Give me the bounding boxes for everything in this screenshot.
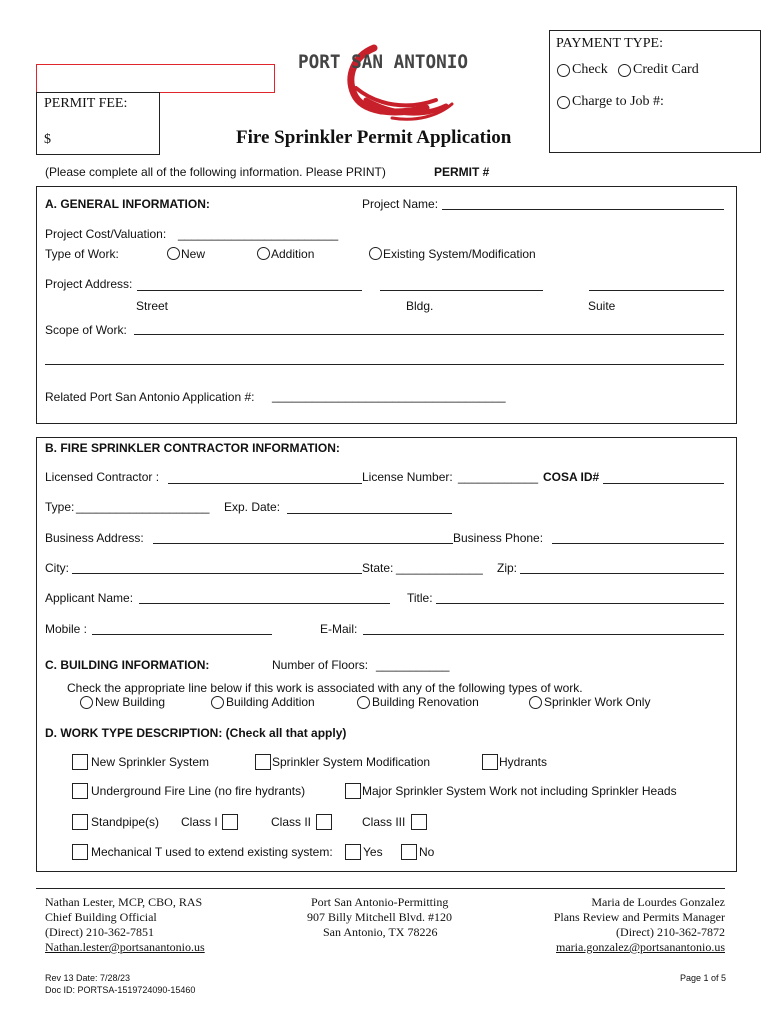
project-name-field[interactable] (442, 209, 724, 210)
building-addition-radio[interactable] (211, 696, 224, 709)
building-addition-label: Building Addition (226, 695, 315, 709)
exp-date-field[interactable] (287, 513, 452, 514)
payment-check-radio[interactable] (557, 64, 570, 77)
work-addition-radio[interactable] (257, 247, 270, 260)
cosa-id-label: COSA ID# (543, 470, 600, 484)
modification-label: Sprinkler System Modification (272, 755, 431, 769)
mobile-label: Mobile : (45, 622, 88, 636)
modification-checkbox[interactable] (255, 754, 271, 770)
payment-charge-label: Charge to Job #: (572, 94, 664, 109)
class-3-label: Class III (362, 815, 406, 829)
footer-center-org: Port San Antonio-Permitting (311, 895, 449, 909)
number-of-floors-field[interactable]: ___________ (376, 658, 450, 672)
footer-left-email[interactable]: Nathan.lester@portsanantonio.us (45, 940, 205, 954)
standpipe-checkbox[interactable] (72, 814, 88, 830)
hydrants-label: Hydrants (499, 755, 548, 769)
mechanical-t-checkbox[interactable] (72, 844, 88, 860)
footer-right-block (554, 895, 725, 955)
mechanical-yes-label: Yes (363, 845, 383, 859)
class-2-label: Class II (271, 815, 312, 829)
applicant-name-label: Applicant Name: (45, 591, 134, 605)
zip-field[interactable] (520, 573, 724, 574)
number-of-floors-label: Number of Floors: (272, 658, 369, 672)
licensed-contractor-field[interactable] (168, 483, 362, 484)
scope-of-work-field[interactable] (134, 334, 724, 335)
work-new-radio[interactable] (167, 247, 180, 260)
underground-label: Underground Fire Line (no fire hydrants) (91, 784, 306, 798)
footer-divider (36, 888, 725, 889)
scope-of-work-field-2[interactable] (45, 364, 724, 365)
permit-number-label: PERMIT # (434, 165, 490, 179)
class-1-label: Class I (181, 815, 218, 829)
footer-left-phone: (Direct) 210-362-7851 (45, 925, 154, 939)
business-address-field[interactable] (153, 543, 453, 544)
new-building-label: New Building (95, 695, 166, 709)
new-building-radio[interactable] (80, 696, 93, 709)
footer-center-city: San Antonio, TX 78226 (323, 925, 438, 939)
footer-center-street: 907 Billy Mitchell Blvd. #120 (307, 910, 453, 924)
underground-checkbox[interactable] (72, 783, 88, 799)
applicant-name-field[interactable] (139, 603, 390, 604)
title-field[interactable] (436, 603, 724, 604)
section-c-title: C. BUILDING INFORMATION: (45, 658, 210, 672)
project-cost-label: Project Cost/Valuation: (45, 227, 167, 241)
mechanical-t-label: Mechanical T used to extend existing system: (91, 845, 333, 859)
section-a-title: A. GENERAL INFORMATION: (45, 197, 210, 211)
hydrants-checkbox[interactable] (482, 754, 498, 770)
footer-left-role: Chief Building Official (45, 910, 157, 924)
cosa-id-field[interactable] (603, 483, 724, 484)
state-label: State: (362, 561, 394, 575)
scope-of-work-label: Scope of Work: (45, 323, 127, 337)
bldg-field[interactable] (380, 290, 543, 291)
street-label: Street (136, 299, 169, 313)
payment-credit-radio[interactable] (618, 64, 631, 77)
payment-credit-label: Credit Card (633, 62, 699, 77)
class-3-checkbox[interactable] (411, 814, 427, 830)
payment-type-title: PAYMENT TYPE: (556, 36, 663, 51)
building-renovation-label: Building Renovation (372, 695, 479, 709)
city-field[interactable] (72, 573, 362, 574)
footer-right-role: Plans Review and Permits Manager (553, 910, 725, 924)
logo-text: PORT SAN ANTONIO (298, 51, 468, 73)
project-address-label: Project Address: (45, 277, 133, 291)
work-existing-radio[interactable] (369, 247, 382, 260)
type-field[interactable]: ____________________ (76, 500, 210, 514)
licensed-contractor-label: Licensed Contractor : (45, 470, 160, 484)
exp-date-label: Exp. Date: (224, 500, 281, 514)
footer-left-name: Nathan Lester, MCP, CBO, RAS (45, 895, 203, 909)
footer-right-email[interactable]: maria.gonzalez@portsanantonio.us (556, 940, 725, 954)
permit-fee-label: PERMIT FEE: (44, 96, 128, 111)
new-sprinkler-checkbox[interactable] (72, 754, 88, 770)
building-renovation-radio[interactable] (357, 696, 370, 709)
sprinkler-work-only-radio[interactable] (529, 696, 542, 709)
permit-fee-dollar: $ (44, 132, 51, 147)
zip-label: Zip: (497, 561, 518, 575)
revision-date: Rev 13 Date: 7/28/23 (45, 973, 131, 983)
payment-charge-radio[interactable] (557, 96, 570, 109)
major-work-label: Major Sprinkler System Work not including Sprinkler Heads (362, 784, 677, 798)
type-label: Type: (45, 500, 75, 514)
work-addition-label: Addition (271, 247, 315, 261)
mechanical-yes-checkbox[interactable] (345, 844, 361, 860)
project-name-label: Project Name: (362, 197, 439, 211)
mobile-field[interactable] (92, 634, 272, 635)
email-field[interactable] (363, 634, 724, 635)
footer-right-name: Maria de Lourdes Gonzalez (591, 895, 725, 909)
class-1-checkbox[interactable] (222, 814, 238, 830)
footer-right-phone: (Direct) 210-362-7872 (616, 925, 725, 939)
email-label: E-Mail: (320, 622, 358, 636)
project-cost-field[interactable]: ________________________ (178, 227, 339, 241)
business-phone-label: Business Phone: (453, 531, 544, 545)
business-address-label: Business Address: (45, 531, 144, 545)
mechanical-no-checkbox[interactable] (401, 844, 417, 860)
street-field[interactable] (137, 290, 362, 291)
instructions-text: (Please complete all of the following information. Please PRINT) (45, 165, 386, 179)
city-label: City: (45, 561, 69, 575)
type-of-work-label: Type of Work: (45, 247, 119, 261)
work-existing-label: Existing System/Modification (383, 247, 536, 261)
business-phone-field[interactable] (552, 543, 724, 544)
related-application-label: Related Port San Antonio Application #: (45, 390, 255, 404)
document-id: Doc ID: PORTSA-1519724090-15460 (45, 985, 196, 995)
license-number-label: License Number: (362, 470, 453, 484)
form-title: Fire Sprinkler Permit Application (236, 127, 512, 148)
major-work-checkbox[interactable] (345, 783, 361, 799)
license-number-field[interactable]: ____________ (458, 470, 539, 484)
section-d-title: D. WORK TYPE DESCRIPTION: (Check all that apply) (45, 726, 347, 740)
section-b-title: B. FIRE SPRINKLER CONTRACTOR INFORMATION: (45, 441, 340, 455)
title-label: Title: (407, 591, 433, 605)
sprinkler-work-only-label: Sprinkler Work Only (544, 695, 651, 709)
page-number: Page 1 of 5 (680, 973, 727, 983)
suite-field[interactable] (589, 290, 724, 291)
standpipe-label: Standpipe(s) (91, 815, 160, 829)
payment-check-label: Check (572, 62, 608, 77)
mechanical-no-label: No (419, 845, 435, 859)
highlight-field[interactable] (36, 64, 275, 93)
work-new-label: New (181, 247, 206, 261)
class-2-checkbox[interactable] (316, 814, 332, 830)
bldg-label: Bldg. (406, 299, 434, 313)
related-application-field[interactable]: ___________________________________ (272, 389, 506, 403)
state-field[interactable]: _____________ (396, 561, 483, 575)
building-check-instructions: Check the appropriate line below if this work is associated with any of the following types of work. (67, 681, 583, 695)
new-sprinkler-label: New Sprinkler System (91, 755, 210, 769)
suite-label: Suite (588, 299, 616, 313)
port-san-antonio-logo (296, 42, 471, 124)
